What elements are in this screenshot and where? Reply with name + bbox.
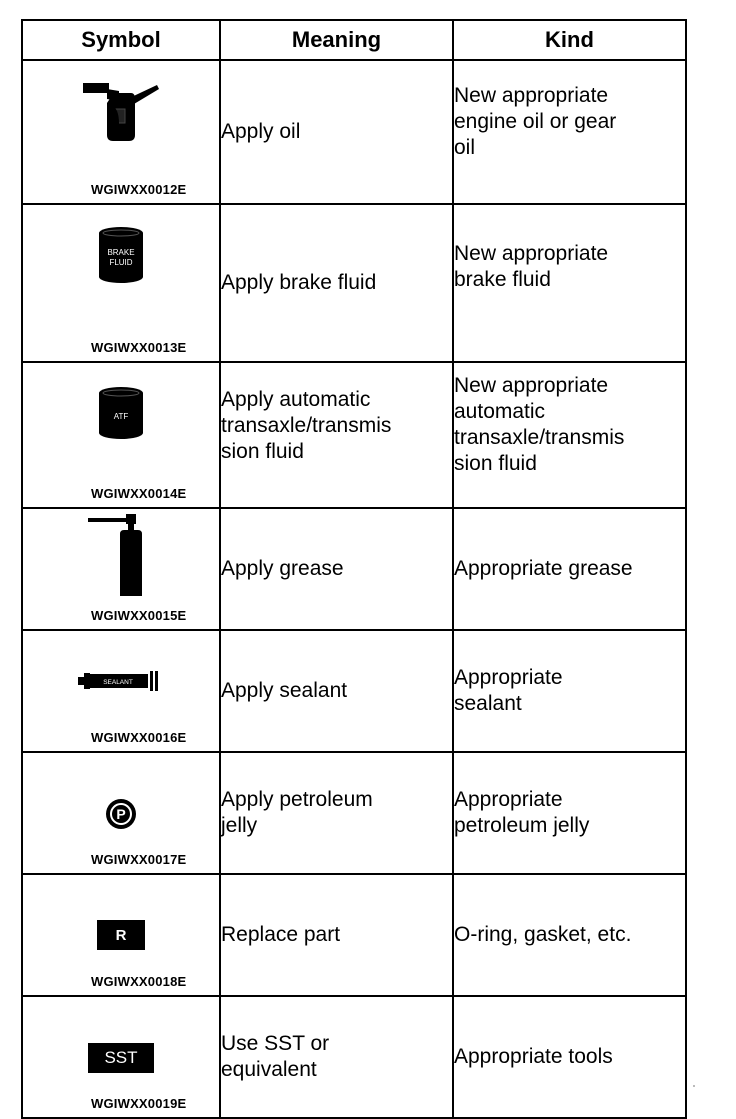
petroleum-jelly-p-icon — [106, 799, 136, 829]
symbol-code: WGIWXX0015E — [91, 608, 187, 623]
table-row — [22, 874, 686, 996]
meaning-line: Replace part — [221, 923, 341, 946]
symbol-cell — [22, 204, 220, 362]
kind-cell — [453, 362, 686, 508]
meaning-line: transaxle/transmis — [221, 414, 392, 437]
kind-line: O-ring, gasket, etc. — [454, 923, 632, 946]
meaning-cell — [220, 630, 453, 752]
header-kind: Kind — [453, 20, 686, 60]
meaning-cell — [220, 996, 453, 1118]
kind-line: Appropriate grease — [454, 557, 633, 580]
table-row — [22, 630, 686, 752]
header-meaning: Meaning — [220, 20, 453, 60]
meaning-line: Apply sealant — [221, 679, 348, 702]
symbol-cell — [22, 508, 220, 630]
meaning-line: Apply oil — [221, 120, 301, 143]
table-row — [22, 508, 686, 630]
sst-tool-icon: SST — [88, 1043, 154, 1073]
atf-can-icon — [96, 385, 146, 441]
symbol-cell — [22, 752, 220, 874]
symbol-cell — [22, 60, 220, 204]
meaning-line: Apply grease — [221, 557, 344, 580]
kind-line: transaxle/transmis — [454, 426, 625, 449]
meaning-line: Apply petroleum — [221, 788, 373, 811]
icon-label: FLUID — [109, 258, 133, 267]
meaning-line: sion fluid — [221, 440, 304, 463]
symbol-cell — [22, 996, 220, 1118]
replace-part-r-icon: R — [97, 920, 145, 950]
kind-line: petroleum jelly — [454, 814, 590, 837]
meaning-line: Use SST or — [221, 1032, 330, 1055]
symbol-cell — [22, 362, 220, 508]
kind-line: sion fluid — [454, 452, 537, 475]
kind-line: oil — [454, 136, 476, 159]
table-row — [22, 60, 686, 204]
kind-line: brake fluid — [454, 268, 551, 291]
meaning-cell — [220, 752, 453, 874]
meaning-cell — [220, 874, 453, 996]
meaning-line: Apply brake fluid — [221, 271, 377, 294]
kind-line: Appropriate — [454, 666, 563, 689]
kind-line: New appropriate — [454, 84, 609, 107]
kind-line: Appropriate tools — [454, 1045, 613, 1068]
meaning-cell — [220, 508, 453, 630]
icon-label: SEALANT — [103, 679, 133, 686]
meaning-cell — [220, 204, 453, 362]
symbol-cell — [22, 874, 220, 996]
meaning-cell — [220, 362, 453, 508]
symbol-table — [21, 19, 687, 1119]
symbol-code: WGIWXX0016E — [91, 730, 187, 745]
scan-speck — [693, 1085, 695, 1087]
table-row — [22, 996, 686, 1118]
kind-line: sealant — [454, 692, 522, 715]
header-symbol: Symbol — [22, 20, 220, 60]
kind-cell — [453, 60, 686, 204]
kind-line: automatic — [454, 400, 546, 423]
symbol-code: WGIWXX0014E — [91, 486, 187, 501]
symbol-code: WGIWXX0017E — [91, 852, 187, 867]
kind-line: New appropriate — [454, 242, 609, 265]
icon-label: BRAKE — [107, 248, 135, 257]
kind-line: Appropriate — [454, 788, 563, 811]
kind-cell — [453, 752, 686, 874]
symbol-code: WGIWXX0013E — [91, 340, 187, 355]
kind-cell — [453, 508, 686, 630]
kind-cell — [453, 630, 686, 752]
kind-cell — [453, 874, 686, 996]
meaning-cell — [220, 60, 453, 204]
meaning-line: Apply automatic — [221, 388, 371, 411]
table-row — [22, 362, 686, 508]
symbol-cell — [22, 630, 220, 752]
icon-label: P — [110, 803, 132, 825]
brake-fluid-can-icon — [96, 225, 146, 285]
sealant-tube-icon — [78, 668, 164, 694]
icon-label: ATF — [113, 412, 129, 421]
oil-can-icon — [79, 79, 163, 143]
icon-label: GREASE — [142, 551, 148, 577]
symbol-code: WGIWXX0019E — [91, 1096, 187, 1111]
kind-line: New appropriate — [454, 374, 609, 397]
meaning-line: equivalent — [221, 1058, 317, 1081]
table-row — [22, 204, 686, 362]
header-row — [22, 20, 686, 60]
grease-gun-icon — [86, 512, 156, 600]
symbol-code: WGIWXX0012E — [91, 182, 187, 197]
table-row — [22, 752, 686, 874]
kind-line: engine oil or gear — [454, 110, 617, 133]
meaning-line: jelly — [221, 814, 258, 837]
kind-cell — [453, 204, 686, 362]
kind-cell — [453, 996, 686, 1118]
symbol-code: WGIWXX0018E — [91, 974, 187, 989]
